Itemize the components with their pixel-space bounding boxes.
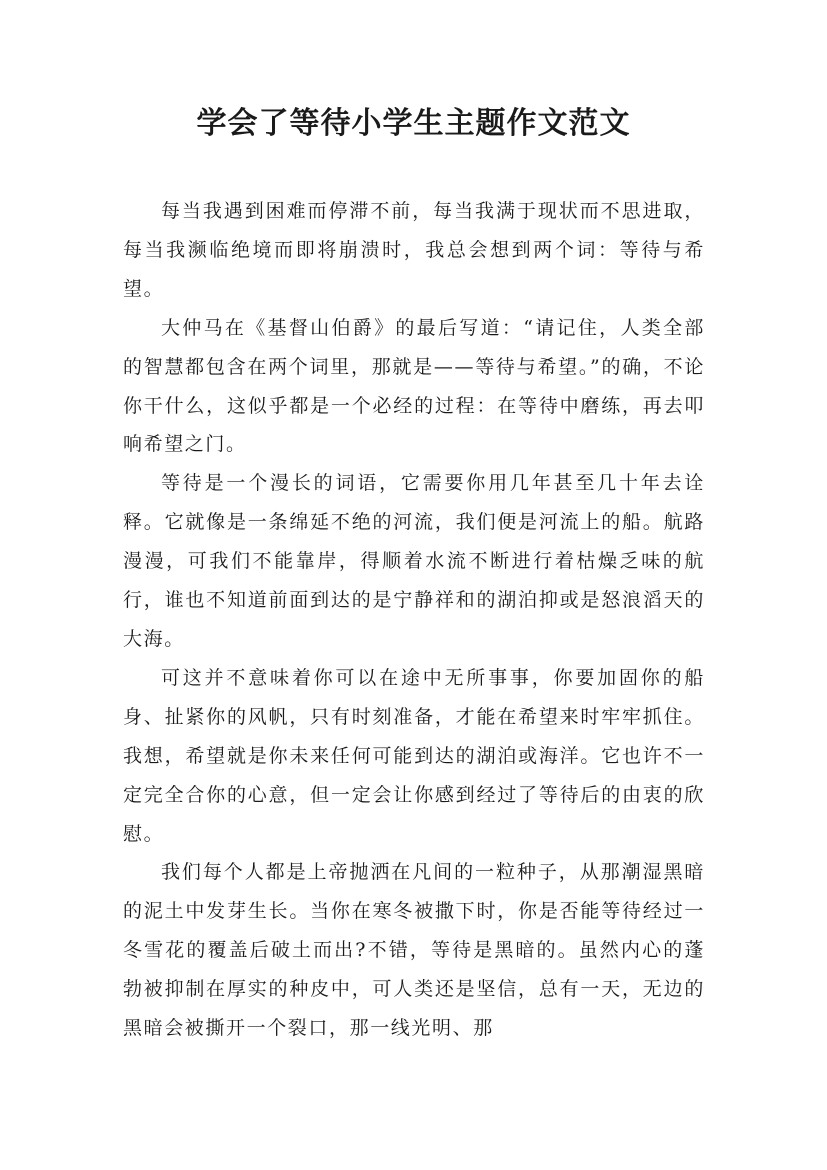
document-title: 学会了等待小学生主题作文范文 (196, 106, 631, 141)
paragraph: 等待是一个漫长的词语，它需要你用几年甚至几十年去诠释。它就像是一条绵延不绝的河流，我们便是河流上的船。航路漫漫，可我们不能靠岸，得顺着水流不断进行着枯燥乏味的航行，谁也不知道前面到达的是宁静祥和的湖泊抑或是怒浪滔天的大海。 (123, 472, 705, 650)
paragraph: 我们每个人都是上帝抛洒在凡间的一粒种子，从那潮湿黑暗的泥土中发芽生长。当你在寒冬被撒下时，你是否能等待经过一冬雪花的覆盖后破土而出?不错，等待是黑暗的。虽然内心的蓬勃被抑制在厚实的种皮中，可人类还是坚信，总有一天，无边的黑暗会被撕开一个裂口，那一线光明、那 (123, 861, 705, 1040)
paragraph: 每当我遇到困难而停滞不前，每当我满于现状而不思进取，每当我濒临绝境而即将崩溃时，我总会想到两个词：等待与希望。 (123, 200, 705, 300)
paragraph: 可这并不意味着你可以在途中无所事事，你要加固你的船身、扯紧你的风帆，只有时刻准备，才能在希望来时牢牢抓住。我想，希望就是你未来任何可能到达的湖泊或海洋。它也许不一定完全合你的心意，但一定会让你感到经过了等待后的由衷的欣慰。 (123, 666, 705, 845)
document-body (123, 192, 705, 1048)
paragraph: 大仲马在《基督山伯爵》的最后写道：“请记住，人类全部的智慧都包含在两个词里，那就是——等待与希望。”的确，不论你干什么，这似乎都是一个必经的过程：在等待中磨练，再去叩响希望之门。 (123, 316, 705, 456)
